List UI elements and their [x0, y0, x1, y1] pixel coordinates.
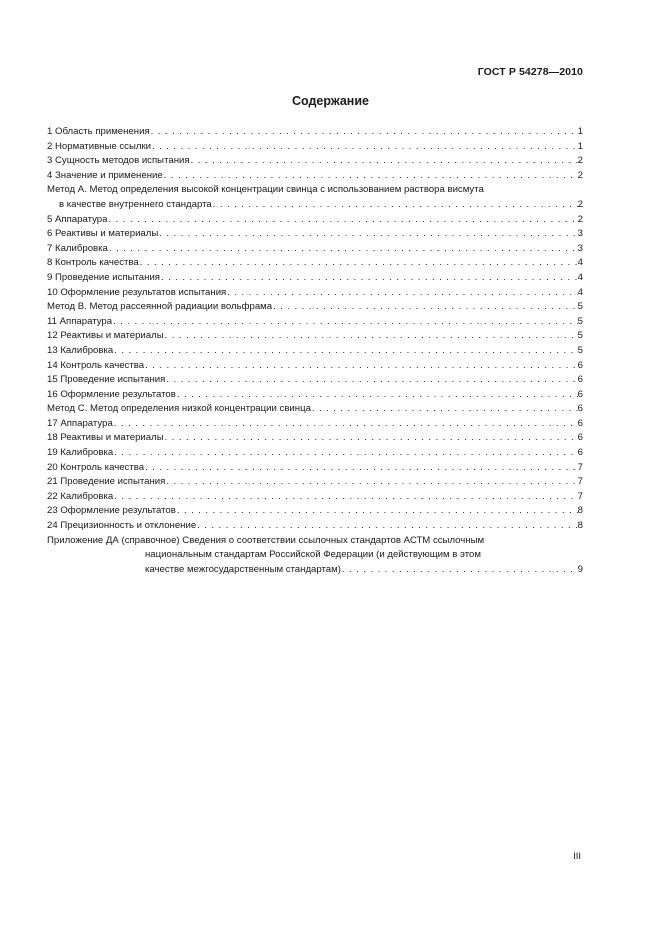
toc-entry-page: 2	[577, 198, 583, 210]
toc-entry-text: 14 Контроль качества	[47, 359, 145, 371]
toc-entry-page: 7	[577, 461, 583, 473]
toc-entry[interactable]	[47, 125, 583, 140]
toc-entry-text: 16 Оформление результатов	[47, 388, 176, 400]
toc-entry[interactable]	[47, 213, 583, 228]
toc-entry-page: 5	[577, 315, 583, 327]
toc-entry-page: 2	[577, 213, 583, 225]
toc-entry-text: в качестве внутреннего стандарта	[59, 198, 212, 210]
toc-entry[interactable]	[47, 256, 583, 271]
toc-entry-page: 3	[577, 242, 583, 254]
toc-entry-text: 17 Аппаратура	[47, 417, 113, 429]
toc-entry-page: 1	[577, 126, 583, 137]
toc-entry-text: 20 Контроль качества	[47, 461, 145, 473]
toc-entry-page: 6	[577, 374, 583, 386]
toc-entry[interactable]	[47, 300, 583, 315]
toc-leader	[112, 315, 578, 330]
toc-entry-page: 6	[577, 432, 583, 444]
toc-entry[interactable]	[47, 461, 583, 476]
toc-leader	[113, 417, 578, 432]
toc-entry[interactable]	[47, 431, 583, 446]
toc-leader	[226, 286, 577, 301]
table-of-contents	[47, 125, 583, 577]
toc-entry[interactable]	[47, 140, 583, 155]
toc-entry[interactable]	[47, 315, 583, 330]
toc-entry-text: 10 Оформление результатов испытания	[47, 286, 227, 298]
toc-leader	[107, 213, 577, 228]
toc-entry[interactable]	[47, 271, 583, 286]
toc-annex-line[interactable]: Приложение ДА (справочное) Сведения о соответствии ссылочных стандартов АСТМ ссылочным	[47, 534, 485, 546]
toc-entry[interactable]	[47, 329, 583, 344]
toc-entry-text: 1 Область применения	[47, 126, 150, 137]
toc-entry-text: 12 Реактивы и материалы	[47, 330, 164, 342]
toc-entry-text: 6 Реактивы и материалы	[47, 228, 159, 240]
toc-leader	[196, 519, 578, 534]
toc-leader	[139, 256, 578, 271]
toc-leader	[144, 359, 578, 374]
toc-entry-page: 4	[577, 257, 583, 269]
toc-entry[interactable]	[47, 475, 583, 490]
toc-entry[interactable]	[47, 198, 583, 213]
toc-entry-text: Метод В. Метод рассеянной радиации вольфрама	[47, 301, 273, 313]
toc-entry-page: 6	[577, 447, 583, 459]
toc-entry[interactable]	[47, 490, 583, 505]
toc-leader	[190, 154, 578, 169]
toc-entry-page: 8	[577, 520, 583, 532]
toc-entry-text: качестве межгосударственным стандартам)	[145, 563, 341, 575]
toc-entry[interactable]	[47, 154, 583, 169]
toc-leader	[341, 563, 578, 578]
toc-entry-text: 3 Сущность методов испытания	[47, 155, 190, 167]
toc-leader	[176, 504, 578, 519]
toc-entry-page: 3	[577, 228, 583, 240]
toc-entry[interactable]	[47, 519, 583, 534]
toc-leader	[163, 169, 578, 184]
toc-entry-text: 5 Аппаратура	[47, 213, 108, 225]
toc-entry-page: 9	[577, 563, 583, 575]
toc-entry[interactable]	[47, 417, 583, 432]
toc-entry-text: 4 Значение и применение	[47, 169, 163, 181]
toc-entry[interactable]	[47, 286, 583, 301]
toc-entry-text: 15 Проведение испытания	[47, 374, 166, 386]
toc-leader	[311, 402, 578, 417]
document-code: ГОСТ Р 54278—2010	[477, 66, 583, 78]
toc-entry-page: 7	[577, 476, 583, 488]
toc-leader	[164, 329, 578, 344]
toc-annex-entry[interactable]	[47, 563, 583, 578]
toc-leader	[150, 125, 578, 140]
toc-leader	[113, 490, 577, 505]
toc-entry[interactable]	[47, 373, 583, 388]
toc-entry-page: 6	[577, 388, 583, 400]
toc-entry-text: 19 Калибровка	[47, 447, 114, 459]
toc-entry[interactable]	[47, 504, 583, 519]
toc-leader	[164, 431, 578, 446]
toc-entry-text: 24 Прецизионность и отклонение	[47, 520, 197, 532]
toc-leader	[212, 198, 578, 213]
toc-entry-text: 9 Проведение испытания	[47, 271, 160, 283]
toc-leader	[113, 344, 577, 359]
toc-entry-text: 2 Нормативные ссылки	[47, 140, 152, 152]
toc-entry-page: 5	[577, 330, 583, 342]
toc-leader	[165, 373, 577, 388]
toc-leader	[144, 461, 578, 476]
toc-entry-page: 6	[577, 359, 583, 371]
toc-entry[interactable]	[47, 359, 583, 374]
toc-entry-page: 4	[577, 286, 583, 298]
toc-entry-page: 6	[577, 403, 583, 415]
toc-entry[interactable]	[47, 402, 583, 417]
toc-entry-text: 8 Контроль качества	[47, 257, 139, 269]
toc-entry-page: 4	[577, 271, 583, 283]
toc-annex-line: национальным стандартам Российской Федерации (и действующим в этом	[145, 549, 481, 561]
toc-leader	[176, 388, 578, 403]
toc-entry-page: 1	[577, 140, 583, 152]
toc-entry-page: 5	[577, 301, 583, 313]
toc-entry[interactable]	[47, 227, 583, 242]
toc-entry-page: 6	[577, 417, 583, 429]
toc-entry[interactable]	[47, 169, 583, 184]
toc-leader	[165, 475, 577, 490]
toc-leader	[272, 300, 578, 315]
toc-entry-page: 2	[577, 169, 583, 181]
toc-entry-text: 11 Аппаратура	[47, 315, 113, 327]
toc-entry[interactable]	[47, 242, 583, 257]
toc-entry-text: 23 Оформление результатов	[47, 505, 176, 517]
toc-method-heading[interactable]: Метод А. Метод определения высокой концентрации свинца с использованием раствора висмута	[47, 184, 484, 196]
toc-leader	[113, 446, 577, 461]
toc-entry-text: 7 Калибровка	[47, 242, 108, 254]
toc-leader	[160, 271, 578, 286]
toc-entry[interactable]	[47, 344, 583, 359]
toc-entry-text: 21 Проведение испытания	[47, 476, 166, 488]
toc-entry-page: 2	[577, 155, 583, 167]
toc-entry-text: 13 Калибровка	[47, 344, 114, 356]
page-title: Содержание	[291, 94, 369, 108]
page-number: III	[573, 851, 581, 862]
toc-entry-text: Метод С. Метод определения низкой концентрации свинца	[47, 403, 311, 415]
toc-entry-page: 8	[577, 505, 583, 517]
toc-leader	[158, 227, 577, 242]
toc-entry[interactable]	[47, 446, 583, 461]
toc-entry[interactable]	[47, 388, 583, 403]
toc-leader	[151, 140, 578, 155]
toc-leader	[108, 242, 578, 257]
toc-entry-page: 5	[577, 344, 583, 356]
toc-entry-text: 22 Калибровка	[47, 490, 114, 502]
toc-entry-page: 7	[577, 490, 583, 502]
toc-entry-text: 18 Реактивы и материалы	[47, 432, 164, 444]
